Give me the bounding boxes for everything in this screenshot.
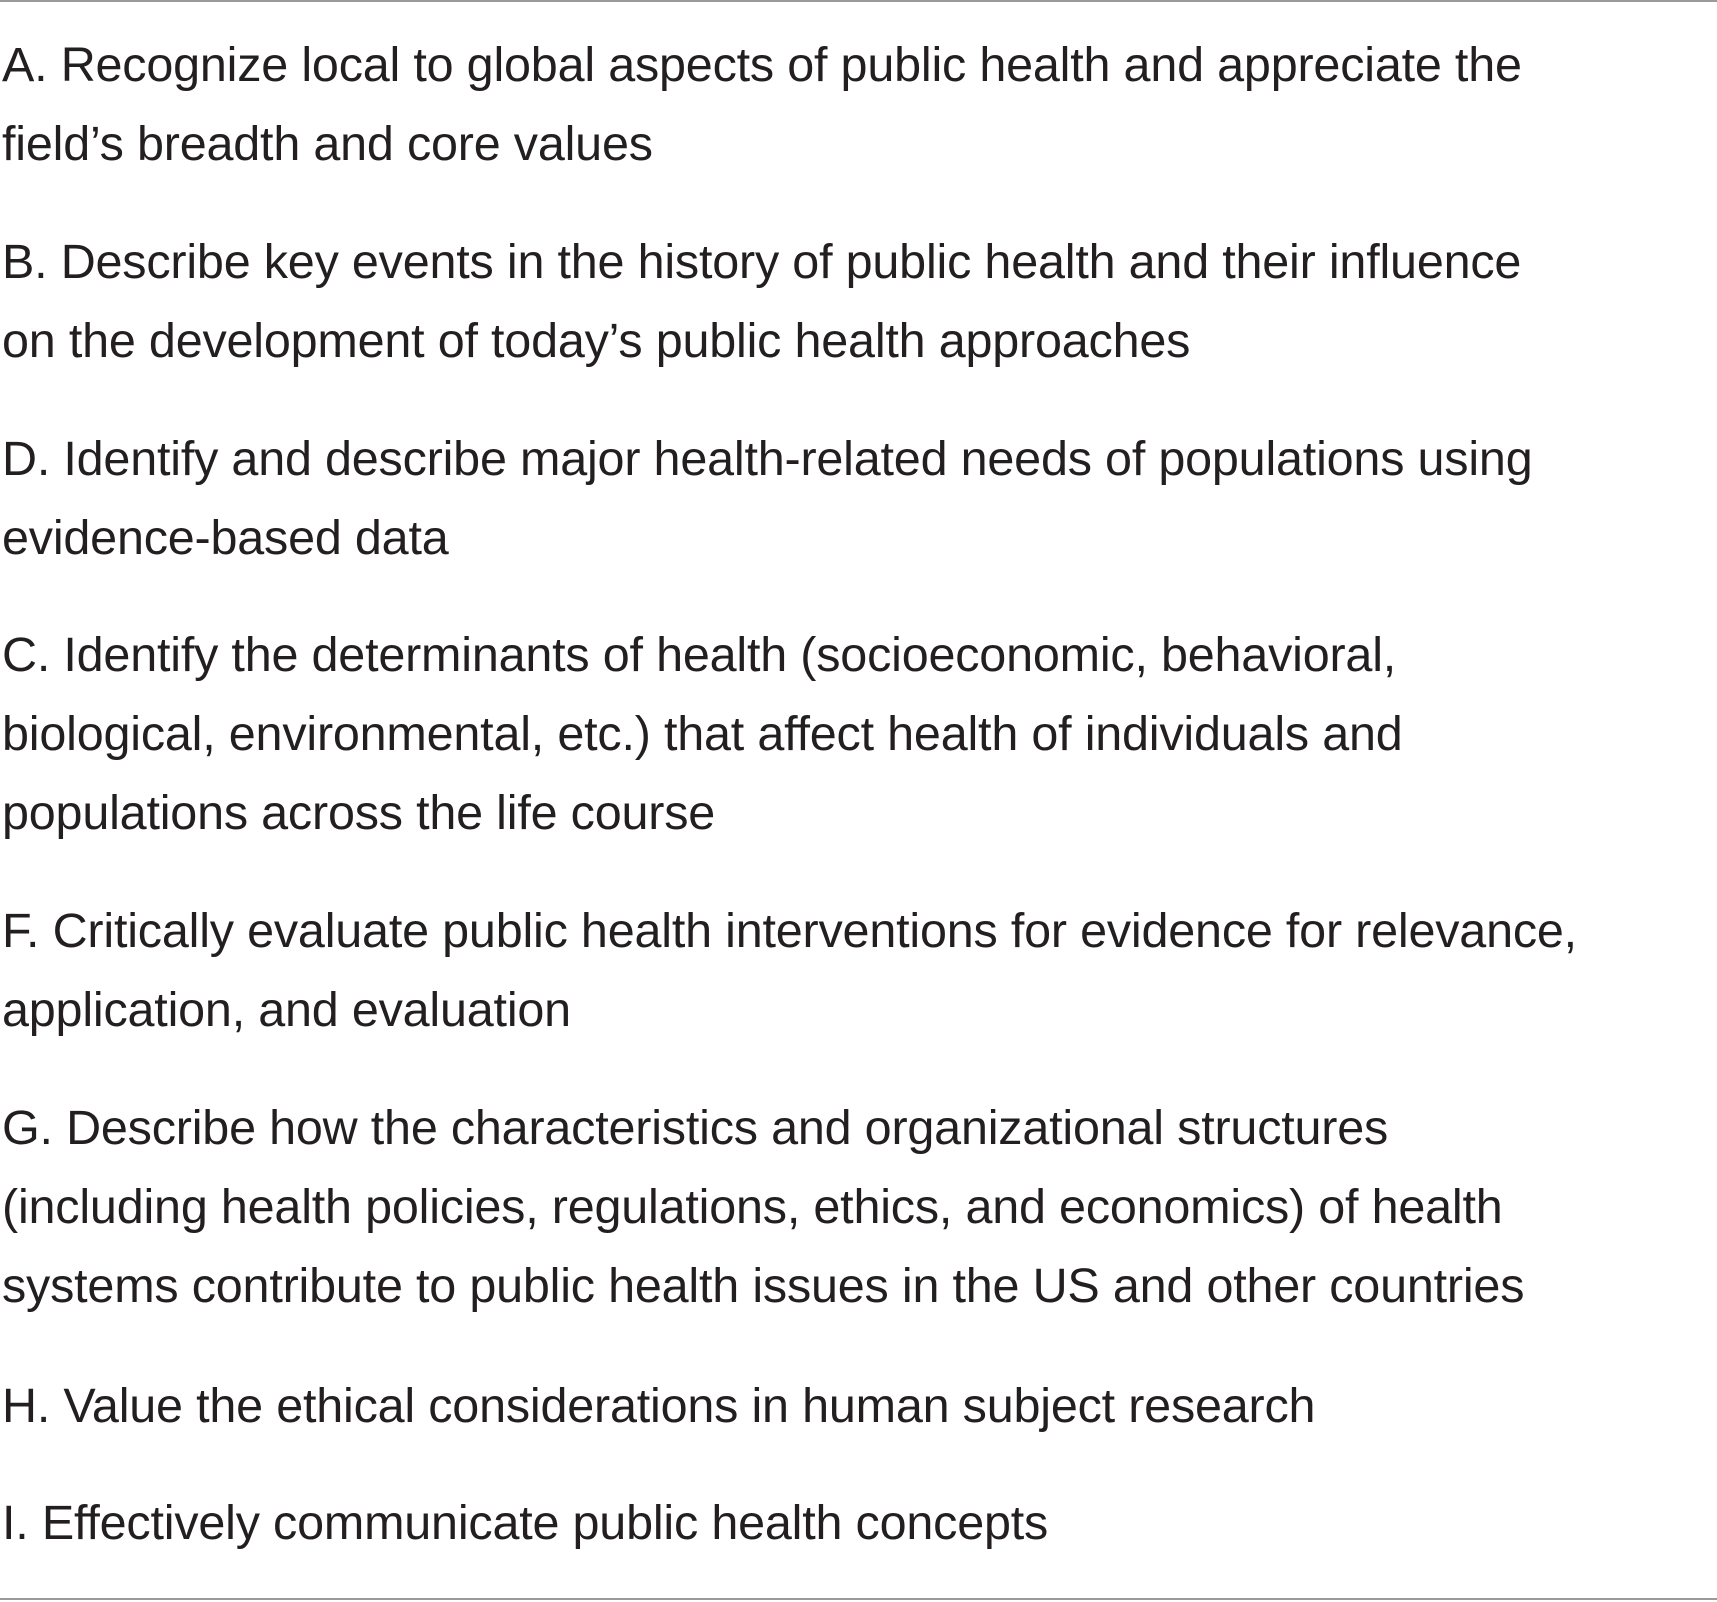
objective-line: H. Value the ethical considerations in human subject research [2,1379,1316,1433]
objective-c [2,616,1702,853]
objective-b [2,223,1702,381]
objective-line: (including health policies, regulations, ethics, and economics) of health [2,1180,1503,1234]
objective-line: C. Identify the determinants of health (socioeconomic, behavioral, [2,628,1397,682]
objective-i [2,1484,1702,1563]
objective-line: I. Effectively communicate public health concepts [2,1496,1049,1550]
objective-line: F. Critically evaluate public health interventions for evidence for relevance, [2,904,1577,958]
objective-line: populations across the life course [2,786,716,840]
objective-d [2,420,1702,578]
objective-line: field’s breadth and core values [2,117,653,171]
objective-line: evidence-based data [2,511,449,565]
bottom-rule [0,1598,1717,1600]
objective-line: G. Describe how the characteristics and organizational structures [2,1101,1389,1155]
objective-line: D. Identify and describe major health-related needs of populations using [2,432,1533,486]
objective-line: A. Recognize local to global aspects of public health and appreciate the [2,38,1522,92]
objective-line: biological, environmental, etc.) that affect health of individuals and [2,707,1403,761]
objective-line: systems contribute to public health issues in the US and other countries [2,1259,1525,1313]
objective-a [2,26,1702,184]
objective-g [2,1089,1702,1326]
objective-line: B. Describe key events in the history of public health and their influence [2,235,1522,289]
objective-f [2,892,1702,1050]
objective-h [2,1367,1702,1446]
objective-line: on the development of today’s public health approaches [2,314,1191,368]
top-rule [0,0,1717,2]
objective-line: application, and evaluation [2,983,571,1037]
